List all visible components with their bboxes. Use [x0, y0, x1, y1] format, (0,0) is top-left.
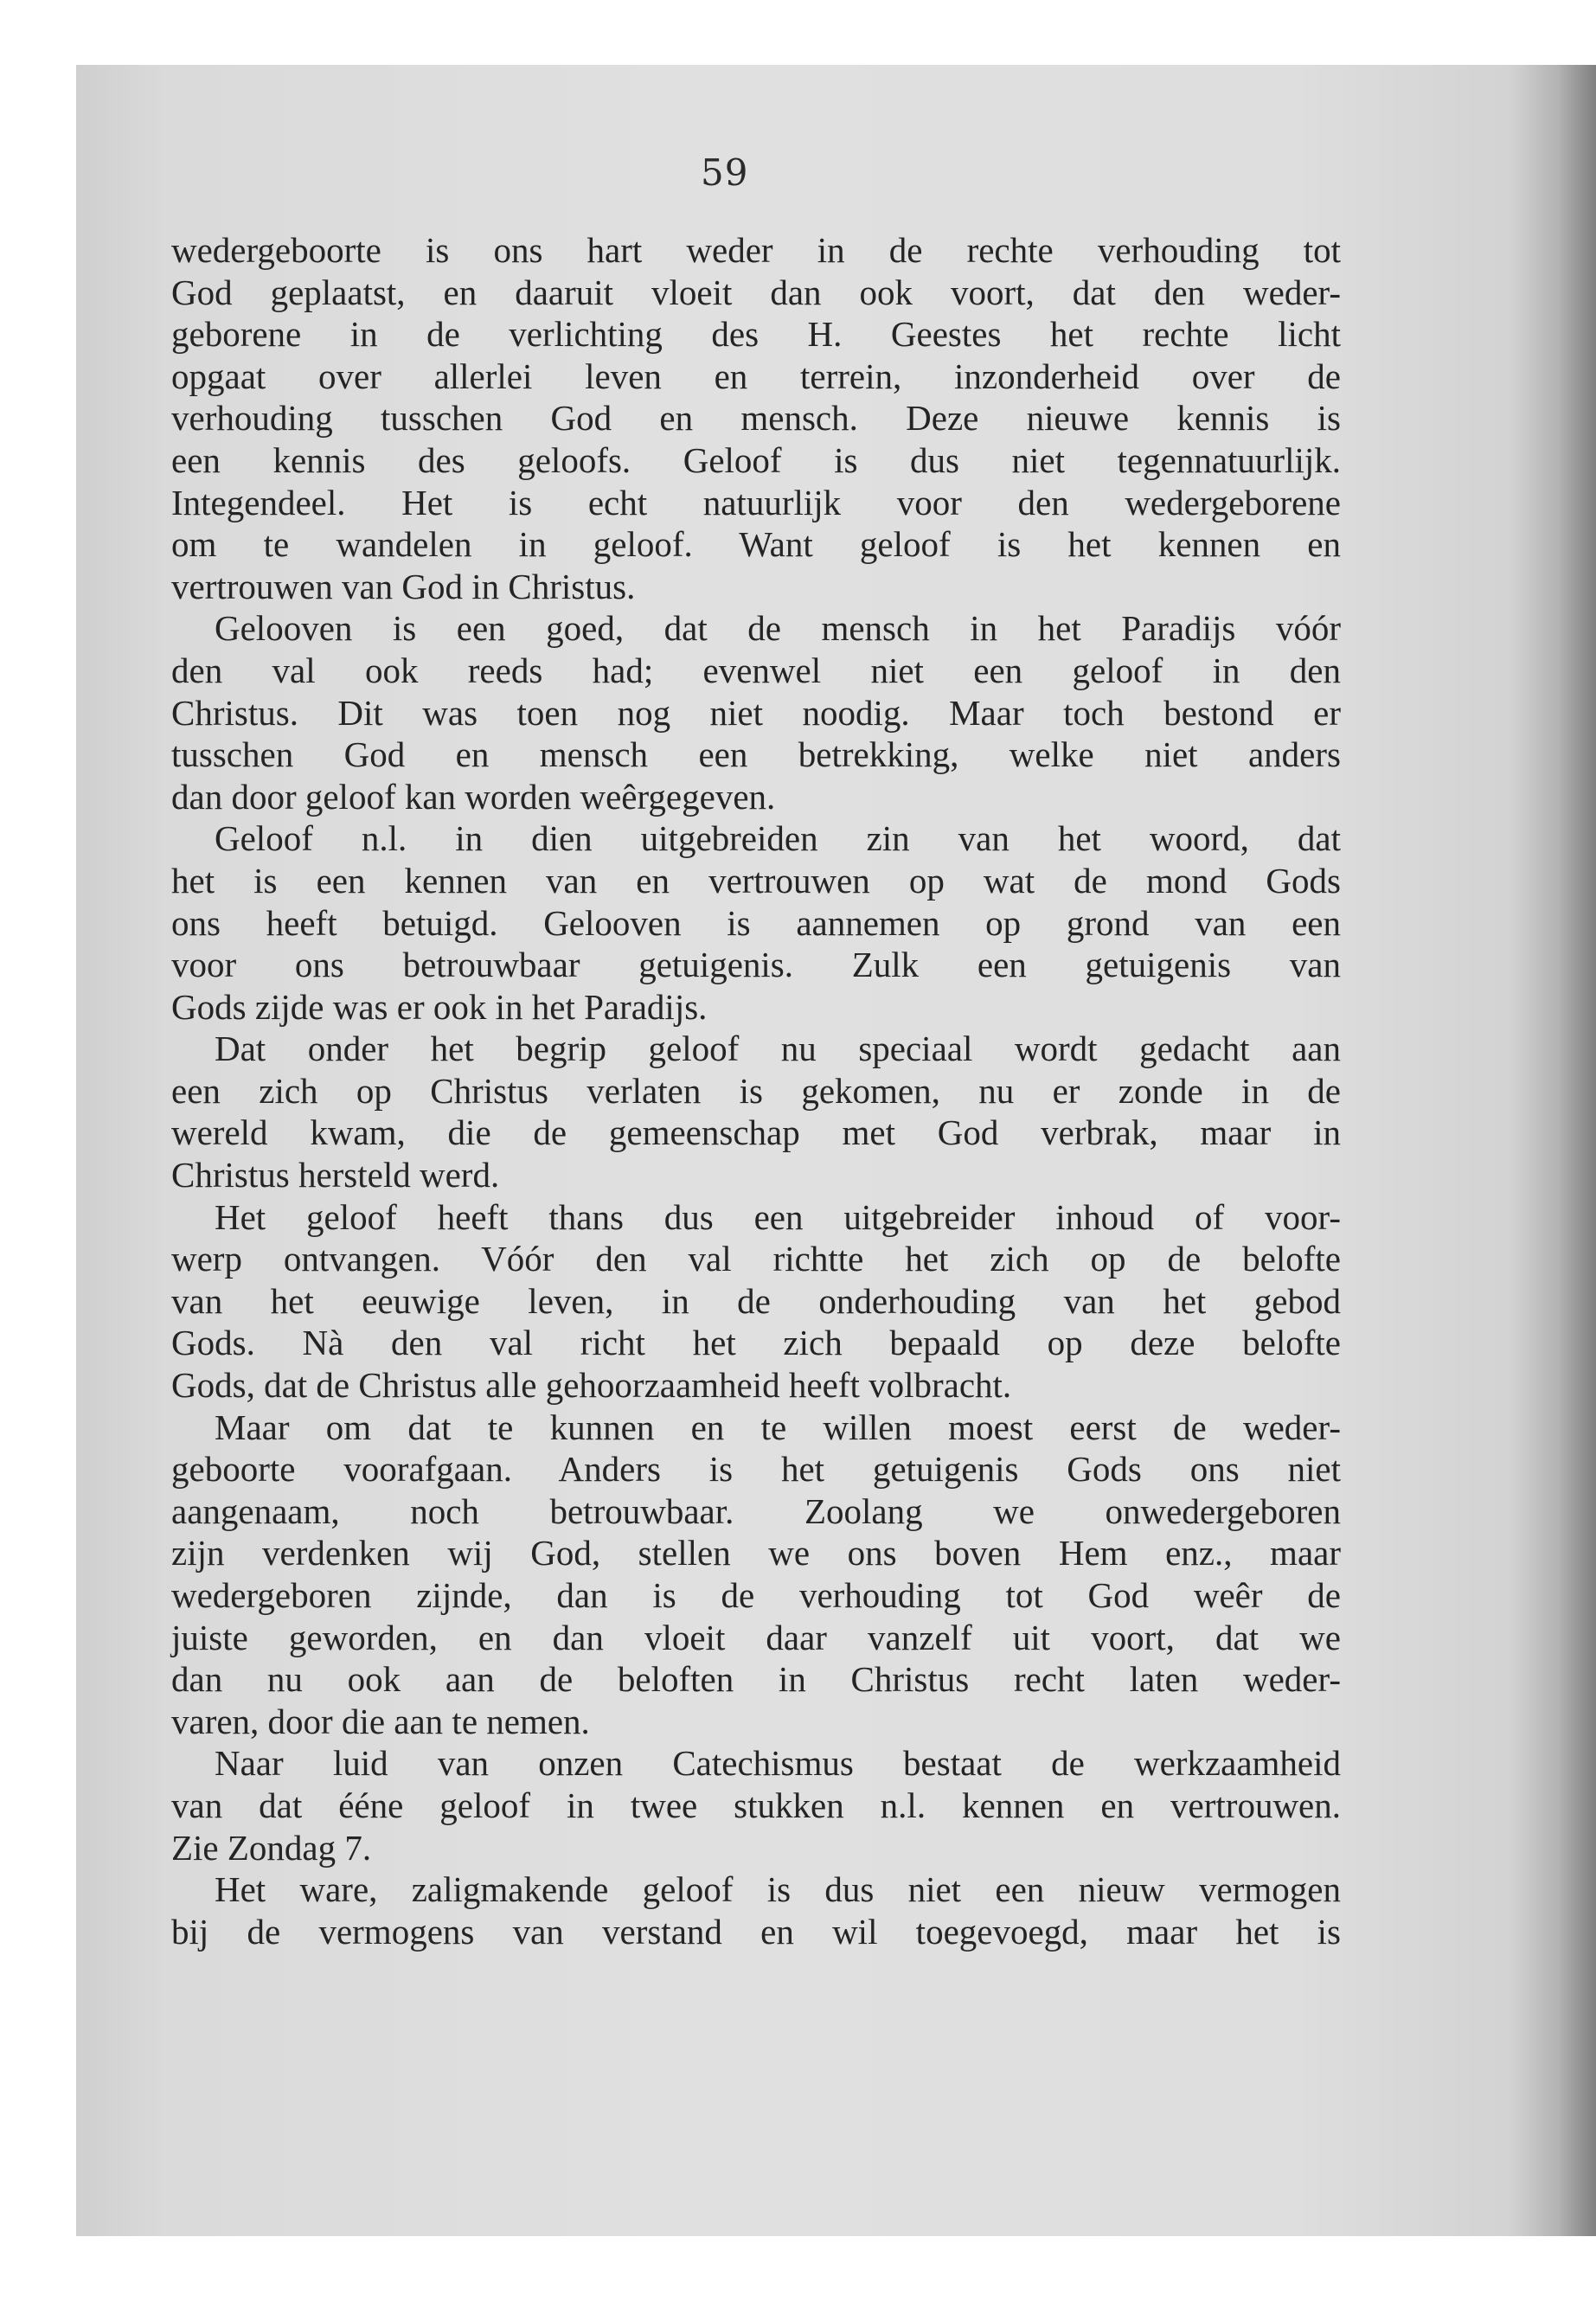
scanned-page	[76, 65, 1596, 2236]
text-line: Het geloof heeft thans dus een uitgebreider inhoud of voor-	[215, 1196, 1341, 1237]
text-line: werp ontvangen. Vóór den val richtte het zich op de belofte	[171, 1239, 1341, 1279]
text-line: aangenaam, noch betrouwbaar. Zoolang we onwedergeboren	[171, 1490, 1341, 1531]
text-line: het is een kennen van en vertrouwen op wat de mond Gods	[171, 860, 1341, 901]
text-line: Gods. Nà den val richt het zich bepaald op deze belofte	[171, 1323, 1341, 1363]
text-line: een kennis des geloofs. Geloof is dus niet tegennatuurlijk.	[171, 439, 1341, 480]
text-line: verhouding tusschen God en mensch. Deze nieuwe kennis is	[171, 398, 1341, 439]
text-line: wereld kwam, die de gemeenschap met God verbrak, maar in	[171, 1112, 1341, 1153]
text-line: opgaat over allerlei leven en terrein, inzonderheid over de	[171, 356, 1341, 396]
text-line: geborene in de verlichting des H. Geestes het rechte licht	[171, 314, 1341, 355]
text-line: tusschen God en mensch een betrekking, welke niet anders	[171, 734, 1341, 775]
text-line: Dat onder het begrip geloof nu speciaal wordt gedacht aan	[215, 1029, 1341, 1069]
text-line: den val ook reeds had; evenwel niet een geloof in den	[171, 650, 1341, 690]
text-line: van het eeuwige leven, in de onderhouding van het gebod	[171, 1280, 1341, 1321]
text-line: zijn verdenken wij God, stellen we ons boven Hem enz., maar	[171, 1533, 1341, 1574]
text-line: wedergeboren zijnde, dan is de verhouding tot God weêr de	[171, 1575, 1341, 1615]
text-line: voor ons betrouwbaar getuigenis. Zulk een getuigenis van	[171, 945, 1341, 985]
text-line: wedergeboorte is ons hart weder in de rechte verhouding tot	[171, 230, 1341, 270]
text-line: bij de vermogens van verstand en wil toegevoegd, maar het is	[171, 1911, 1341, 1952]
text-line: Maar om dat te kunnen en te willen moest eerst de weder-	[215, 1407, 1341, 1447]
body-text	[171, 229, 1341, 1952]
text-line: van dat ééne geloof in twee stukken n.l. kennen en vertrouwen.	[171, 1785, 1341, 1825]
text-line: Christus hersteld werd.	[171, 1155, 500, 1195]
text-line: Naar luid van onzen Catechismus bestaat de werkzaamheid	[215, 1743, 1341, 1784]
text-line: Geloof n.l. in dien uitgebreiden zin van het woord, dat	[215, 818, 1341, 859]
text-line: vertrouwen van God in Christus.	[171, 566, 636, 606]
text-line: Het ware, zaligmakende geloof is dus niet een nieuw vermogen	[215, 1869, 1341, 1910]
text-line: ons heeft betuigd. Gelooven is aannemen op grond van een	[171, 902, 1341, 943]
text-line: God geplaatst, en daaruit vloeit dan ook voort, dat den weder-	[171, 272, 1341, 312]
text-line: Christus. Dit was toen nog niet noodig. Maar toch bestond er	[171, 692, 1341, 733]
text-line: juiste geworden, en dan vloeit daar vanzelf uit voort, dat we	[171, 1617, 1341, 1657]
text-line: Gods, dat de Christus alle gehoorzaamheid heeft volbracht.	[171, 1365, 1012, 1406]
text-line: dan nu ook aan de beloften in Christus recht laten weder-	[171, 1659, 1341, 1700]
page-number: 59	[701, 151, 749, 194]
text-line: Integendeel. Het is echt natuurlijk voor den wedergeborene	[171, 482, 1341, 522]
text-line: Gelooven is een goed, dat de mensch in het Paradijs vóór	[215, 608, 1341, 649]
text-line: Zie Zondag 7.	[171, 1827, 372, 1868]
page-spine-shadow	[1509, 65, 1596, 2236]
text-line: geboorte voorafgaan. Anders is het getuigenis Gods ons niet	[171, 1449, 1341, 1490]
text-line: dan door geloof kan worden weêrgegeven.	[171, 776, 776, 817]
text-line: Gods zijde was er ook in het Paradijs.	[171, 986, 708, 1027]
text-line: om te wandelen in geloof. Want geloof is het kennen en	[171, 524, 1341, 565]
text-line: varen, door die aan te nemen.	[171, 1701, 590, 1741]
text-line: een zich op Christus verlaten is gekomen, nu er zonde in de	[171, 1070, 1341, 1111]
